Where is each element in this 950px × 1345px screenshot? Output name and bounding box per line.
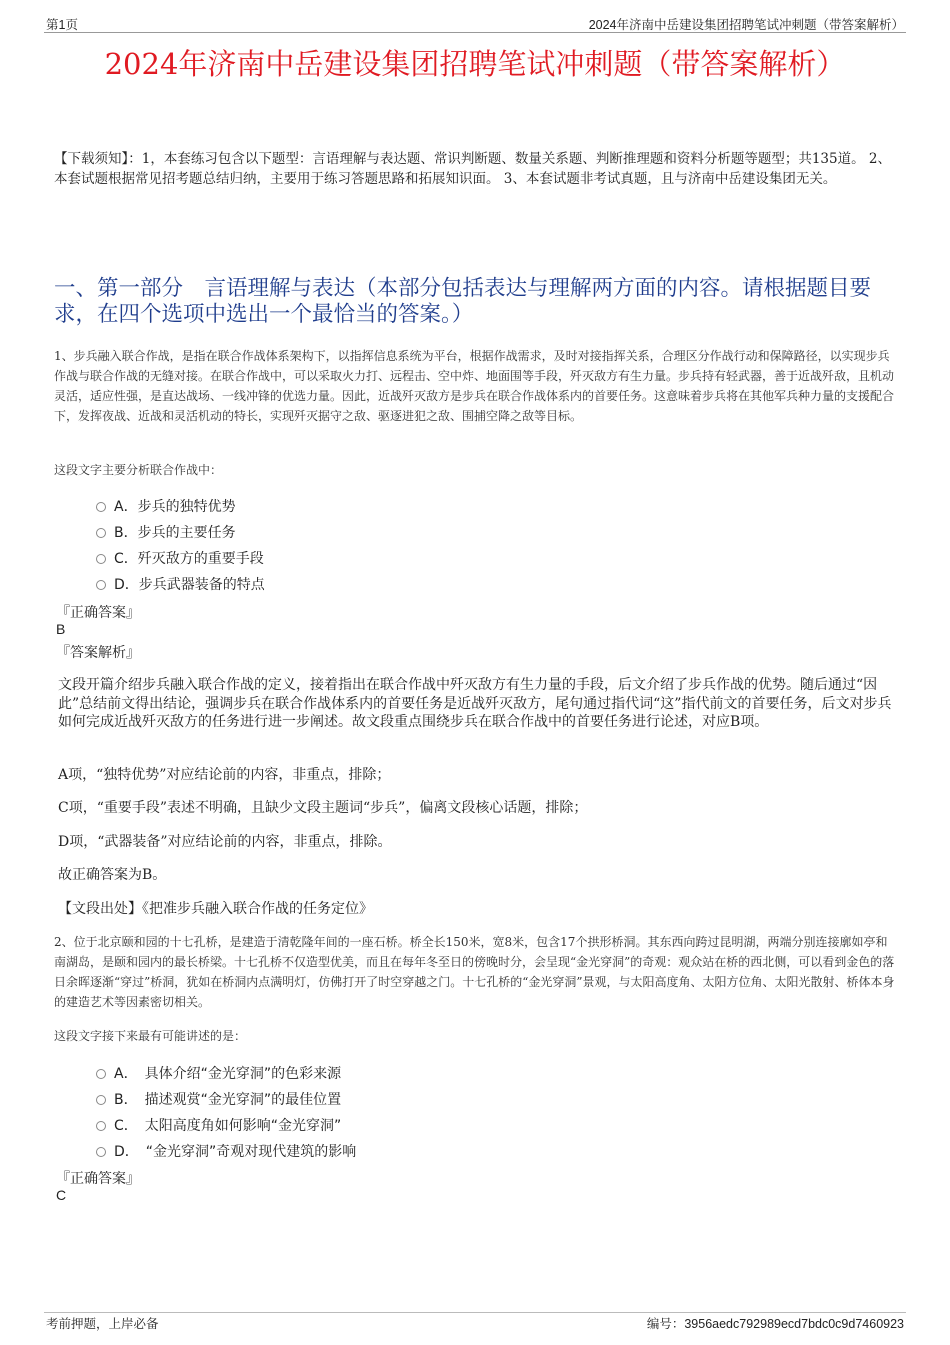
q1-option-b[interactable]: B．步兵的主要任务: [96, 522, 236, 542]
q1-note-d: D项，“武器装备”对应结论前的内容，非重点，排除。: [58, 834, 392, 850]
header-rule: [44, 32, 906, 33]
q1-answer-label: 『正确答案』: [56, 605, 140, 621]
question-1-text: 1、步兵融入联合作战，是指在联合作战体系架构下，以指挥信息系统为平台，根据作战需求，及时对接指挥关系，合理区分作战行动和保障路径，以实现步兵作战与联合作战的无缝对接。在联合作战中，可以采取火力打、远程击、空中炸、地面围等手段，歼灭敌方有生力量。步兵持有轻武器，善于近战歼敌，且机动灵活，适应性强，是直达战场、一线冲锋的优选力量。因此，近战歼灭敌方是步兵在联合作战体系内的首要任务。这意味着步兵将在其他军兵种力量的支援配合下，发挥夜战、近战和灵活机动的特长，实现歼灭据守之敌、驱逐进犯之敌、围捕空降之敌等目标。: [54, 349, 895, 423]
q1-option-c[interactable]: C．歼灭敌方的重要手段: [96, 548, 264, 568]
radio-icon[interactable]: [96, 580, 106, 590]
document-title: 2024年济南中岳建设集团招聘笔试冲刺题（带答案解析）: [104, 47, 846, 81]
download-notice: 【下载须知】：1，本套练习包含以下题型：言语理解与表达题、常识判断题、数量关系题、判断推理题和资料分析题等题型；共135道。 2、本套试题根据常见招考题总结归纳，主要用于练习答题思路和拓展知识面。 3、本套试题非考试真题，且与济南中岳建设集团无关。: [54, 151, 891, 187]
q2-answer-label: 『正确答案』: [56, 1171, 140, 1187]
radio-icon[interactable]: [96, 1069, 106, 1079]
q1-source: 【文段出处】《把准步兵融入联合作战的任务定位》: [58, 901, 373, 917]
q2-option-a[interactable]: A． 具体介绍“金光穿洞”的色彩来源: [96, 1063, 341, 1083]
q2-option-b[interactable]: B． 描述观赏“金光穿洞”的最佳位置: [96, 1089, 341, 1109]
section-heading: 一、第一部分 言语理解与表达（本部分包括表达与理解两方面的内容。请根据题目要求，在四个选项中选出一个最恰当的答案。）: [54, 276, 872, 327]
footer-rule: [44, 1312, 906, 1313]
footer-slogan: 考前押题，上岸必备: [46, 1317, 159, 1331]
radio-icon[interactable]: [96, 1147, 106, 1157]
page-number: 第1页: [46, 18, 78, 32]
radio-icon[interactable]: [96, 528, 106, 538]
q2-option-c[interactable]: C． 太阳高度角如何影响“金光穿洞”: [96, 1115, 341, 1135]
radio-icon[interactable]: [96, 502, 106, 512]
q1-note-c: C项，“重要手段”表述不明确，且缺少文段主题词“步兵”，偏离文段核心话题，排除；: [58, 800, 588, 816]
question-2-prompt: 这段文字接下来最有可能讲述的是：: [54, 1029, 247, 1043]
q2-answer: C: [56, 1187, 67, 1203]
q1-option-a[interactable]: A．步兵的独特优势: [96, 496, 236, 516]
radio-icon[interactable]: [96, 1095, 106, 1105]
radio-icon[interactable]: [96, 1121, 106, 1131]
q1-analysis-label: 『答案解析』: [56, 645, 140, 661]
question-2-text: 2、位于北京颐和园的十七孔桥，是建造于清乾隆年间的一座石桥。桥全长150米，宽8米，包含17个拱形桥洞。其东西向跨过昆明湖，两端分别连接廓如亭和南湖岛，是颐和园内的最长桥梁。十七孔桥不仅造型优美，而且在每年冬至日的傍晚时分，会呈现“金光穿洞”的奇观：观众站在桥的西北侧，可以看到金色的落日余晖逐渐“穿过”桥洞，犹如在桥洞内点满明灯，仿佛打开了时空穿越之门。十七孔桥的“金光穿洞”景观，与太阳高度角、太阳方位角、太阳光散射、桥体本身的建造艺术等因素密切相关。: [54, 935, 895, 1009]
q1-conclusion: 故正确答案为B。: [58, 867, 167, 883]
question-1-prompt: 这段文字主要分析联合作战中：: [54, 463, 223, 477]
q1-answer: B: [56, 621, 66, 637]
header-doc-title: 2024年济南中岳建设集团招聘笔试冲刺题（带答案解析）: [588, 18, 904, 32]
footer-serial: 编号：3956aedc792989ecd7bdc0c9d7460923: [646, 1317, 904, 1331]
q1-analysis: 文段开篇介绍步兵融入联合作战的定义，接着指出在联合作战中歼灭敌方有生力量的手段，后文介绍了步兵作战的优势。随后通过“因此”总结前文得出结论，强调步兵在联合作战体系内的首要任务是近战歼灭敌方，尾句通过指代词“这”指代前文的首要任务，后文对步兵如何完成近战歼灭敌方的任务进行进一步阐述。故文段重点围绕步兵在联合作战中的首要任务进行论述，对应B项。: [58, 677, 892, 730]
q2-option-d[interactable]: D． “金光穿洞”奇观对现代建筑的影响: [96, 1141, 356, 1161]
q1-option-d[interactable]: D．步兵武器装备的特点: [96, 574, 265, 594]
q1-note-a: A项，“独特优势”对应结论前的内容，非重点，排除；: [58, 767, 391, 783]
radio-icon[interactable]: [96, 554, 106, 564]
